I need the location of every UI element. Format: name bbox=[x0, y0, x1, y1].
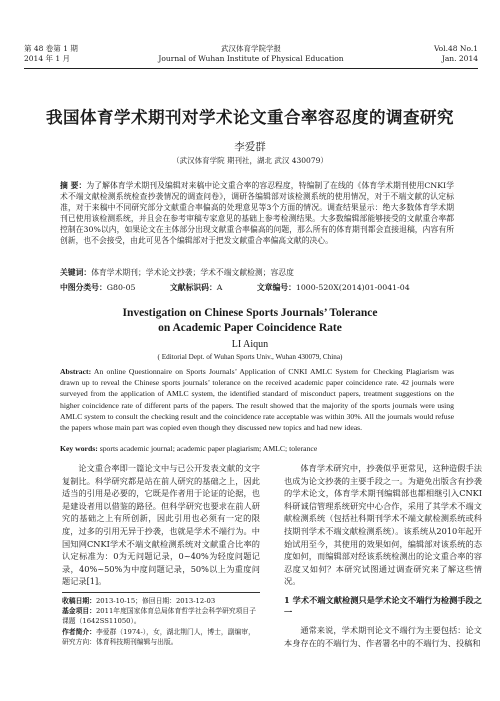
doccode-label: 文献标识码： bbox=[169, 283, 217, 292]
received-text: 2013-10-15；修回日期：2013-12-03 bbox=[95, 597, 216, 605]
abstract-cn-label: 摘 要： bbox=[60, 181, 87, 190]
journal-date-en: Jan. 2014 bbox=[441, 54, 478, 63]
affiliation-en: ( Editorial Dept. of Wuhan Sports Univ., Wuhan 430079, China) bbox=[157, 353, 343, 361]
journal-name-en: Journal of Wuhan Institute of Physical Education bbox=[158, 54, 344, 63]
title-en-line2: on Academic Paper Coincidence Rate bbox=[158, 321, 342, 334]
keywords-cn-text: 体育学术期刊；学术论文抄袭；学术不端文献检测；容忍度 bbox=[91, 268, 294, 277]
author-bio-text: 李爱群（1974-），女，湖北荆门人，博士，副编审，研究方向：体育科技期刊编辑与出版。 bbox=[62, 627, 255, 646]
journal-volume-en: Vol.48 No.1 bbox=[433, 44, 478, 53]
doccode-value: A bbox=[216, 283, 223, 292]
received-label: 收稿日期： bbox=[62, 597, 96, 605]
fund-text: 2011年度国家体育总局体育哲学社会科学研究项目子课题（1642SS11050）。 bbox=[62, 607, 257, 626]
abstract-en-text: An online Questionnaire on Sports Journals’ Application of CNKI AMLC System for Checking Plagiarism was drawn up to reveal the Chinese sports journals’ tolerance on the received academic paper coincidence rate. 42 journals were surveyed from the application of AMLC system, the identified standard of misconduct papers, treatment suggestions on the higher coincidence rate of different parts of the papers. The result showed that the majority of the sports journals were using AMLC system to consult the checking result and the coincidence rate acceptable was within 30%. All the journals would refuse the papers whose main part was copied even though they discussed new topics and had new ideas. bbox=[60, 367, 454, 433]
body-column-left bbox=[62, 462, 260, 588]
body-paragraph: 体育学术研究中，抄袭似乎更常见，这种造假手法也成为论文抄袭的主要手段之一。为避免出版含有抄袭的学术论文，体育学术期刊编辑部也都相继引入CNKI科研诚信管理系统研究中心合作，采用了其学术不端文献检测系统（包括社科期刊学术不端文献检测系统或科技期刊学术不端文献检测系统）。该系统从2010年起开始试用至今，其使用的效果如何，编辑部对该系统的态度如何，而编辑部对经该系统检测出的论文重合率的容忍度又如何？本研究试图通过调查研究来了解这些情况。 bbox=[284, 463, 482, 587]
keywords-cn bbox=[60, 267, 454, 278]
keywords-en-label: Key words: bbox=[60, 444, 98, 453]
body-paragraph: 通常来说，学术期刊论文不端行为主要包括：论文本身存在的不端行为、作者署名中的不端行为、投稿和 bbox=[284, 624, 482, 648]
abstract-cn bbox=[60, 180, 454, 247]
author-bio-label: 作者简介： bbox=[62, 627, 96, 636]
footnotes bbox=[62, 596, 260, 647]
journal-date-cn: 2014 年 1 月 bbox=[24, 54, 71, 63]
keywords-cn-label: 关键词： bbox=[60, 268, 92, 277]
author-cn: 李爱群 bbox=[234, 141, 266, 153]
abstract-en bbox=[60, 366, 454, 433]
body-paragraph: 论文重合率即一篇论文中与已公开发表文献的文字复制比。科学研究都是站在前人研究的基础之上，因此适当的引用是必要的，它既是作者用于论证的论据，也是建设者用以借鉴的路径。但科学研究也要求在前人研究的基础之上有所创新，因此引用也必须有一定的限度，过多的引用无异于抄袭，也就是学术不端行为。中国知网CNKI学术不端文献检测系统对文献重合比率的认定标准为：0为无问题记录，0~40%为轻度问题记录，40%~50%为中度问题记录，50%以上为重度问题记录[1]。 bbox=[62, 463, 260, 587]
article-id-value: 1000-520X(2014)01-0041-04 bbox=[295, 283, 410, 292]
keywords-en bbox=[60, 443, 454, 454]
journal-volume: 第 48 卷第 1 期 bbox=[24, 44, 78, 53]
journal-name-cn: 武汉体育学院学报 bbox=[221, 44, 281, 53]
page-title-cn: 我国体育学术期刊对学术论文重合率容忍度的调查研究 bbox=[46, 108, 454, 127]
abstract-en-label: Abstract: bbox=[60, 367, 92, 376]
header-rule bbox=[24, 68, 478, 69]
author-en: LI Aiqun bbox=[231, 339, 269, 350]
footnote-received bbox=[62, 596, 260, 606]
footnote-fund bbox=[62, 606, 260, 626]
keywords-en-text: sports academic journal; academic paper plagiarism; AMLC; tolerance bbox=[97, 444, 318, 453]
body-column-right bbox=[284, 462, 482, 649]
title-en-line1: Investigation on Chinese Sports Journals’ Tolerance bbox=[122, 307, 378, 319]
article-id-label: 文章编号： bbox=[256, 283, 296, 292]
footnote-author bbox=[62, 627, 260, 647]
class-label: 中图分类号： bbox=[60, 283, 107, 292]
class-value: G80-05 bbox=[106, 283, 136, 292]
affiliation-cn: （武汉体育学院 期刊社，湖北 武汉 430079） bbox=[172, 156, 328, 165]
footnote-rule bbox=[62, 592, 260, 593]
fund-label: 基金项目： bbox=[62, 607, 96, 616]
classification-line bbox=[60, 282, 454, 293]
section-heading: 1 学术不端文献检测只是学术论文不端行为检测手段之一 bbox=[284, 594, 482, 617]
page-title-en bbox=[0, 306, 500, 335]
abstract-cn-text: 为了解体育学术期刊及编辑对来稿中论文重合率的容忍程度，特编制了在线的《体育学术期刊使用CNKI学术不端文献检测系统检查抄袭情况的调查问卷》，调研各编辑部对该检测系统的使用情况，对于不端文献的认定标准，对于来稿中不同研究部分文献重合率偏高的处理意见等3个方面的情况。调查结果显示：绝大多数体育学术期刊已使用该检测系统，并且会在参考审稿专家意见的基础上参考检测结果。大多数编辑部能够接受的文献重合率都控制在30%以内，如果论文在主体部分出现文献重合率偏高的问题，那么所有的体育期刊都会直接退稿，内容有所创新，也不会接受，由此可见各个编辑部对于把发文献重合率偏高文献的决心。 bbox=[60, 181, 454, 246]
